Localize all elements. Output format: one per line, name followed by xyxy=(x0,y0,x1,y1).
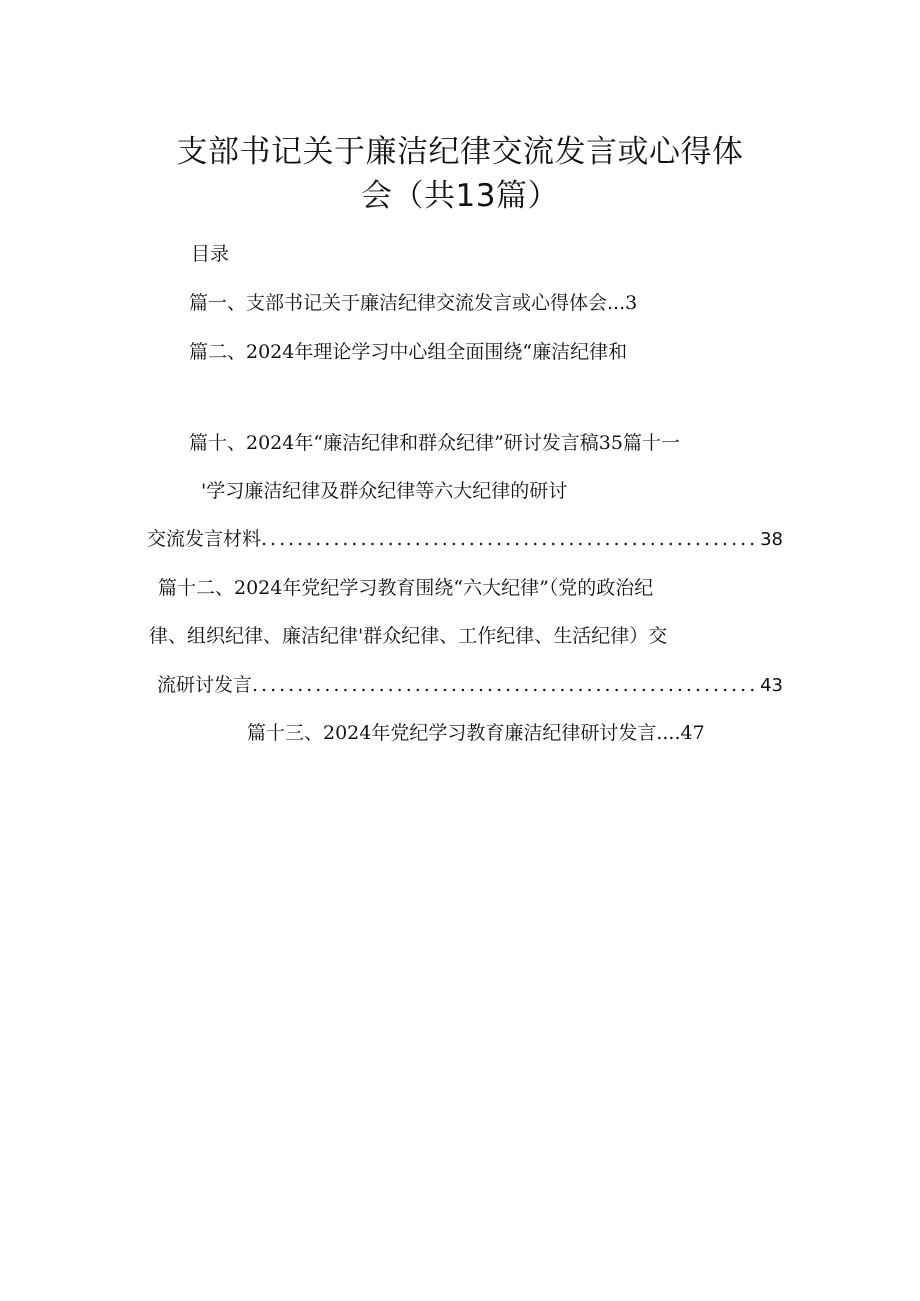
toc-entry-11-continuation[interactable]: '学习廉洁纪律及群众纪律等六大纪律的研讨 xyxy=(201,480,568,502)
toc-entry-text: 流研讨发言 xyxy=(157,674,253,696)
toc-entry-12-line-2[interactable]: 律、组织纪律、廉洁纪律'群众纪律、工作纪律、生活纪律）交 xyxy=(149,625,668,647)
toc-entry-11-last-line[interactable] xyxy=(147,527,783,552)
document-title-line-1: 支部书记关于廉洁纪律交流发言或心得体 xyxy=(176,134,744,170)
dot-leader xyxy=(252,673,760,697)
toc-entry-10[interactable]: 篇十、2024年“廉洁纪律和群众纪律”研讨发言稿35篇十一 xyxy=(189,432,680,454)
toc-entry-13[interactable]: 篇十三、2024年党纪学习教育廉洁纪律研讨发言....47 xyxy=(247,722,705,744)
document-title-line-2: 会（共13篇） xyxy=(361,178,559,214)
toc-entry-12-line-1[interactable]: 篇十二、2024年党纪学习教育围绕“六大纪律”（党的政治纪 xyxy=(158,577,654,599)
toc-entry-12-last-line[interactable] xyxy=(157,673,783,698)
toc-entry-text: 交流发言材料 xyxy=(147,528,262,550)
dot-leader xyxy=(261,527,760,551)
toc-entry-1[interactable]: 篇一、支部书记关于廉洁纪律交流发言或心得体会...3 xyxy=(189,292,638,314)
toc-entry-2[interactable]: 篇二、2024年理论学习中心组全面围绕“廉洁纪律和 xyxy=(189,341,628,363)
toc-page-number: 38 xyxy=(760,529,783,550)
toc-heading: 目录 xyxy=(191,243,230,265)
toc-page-number: 43 xyxy=(760,675,783,696)
